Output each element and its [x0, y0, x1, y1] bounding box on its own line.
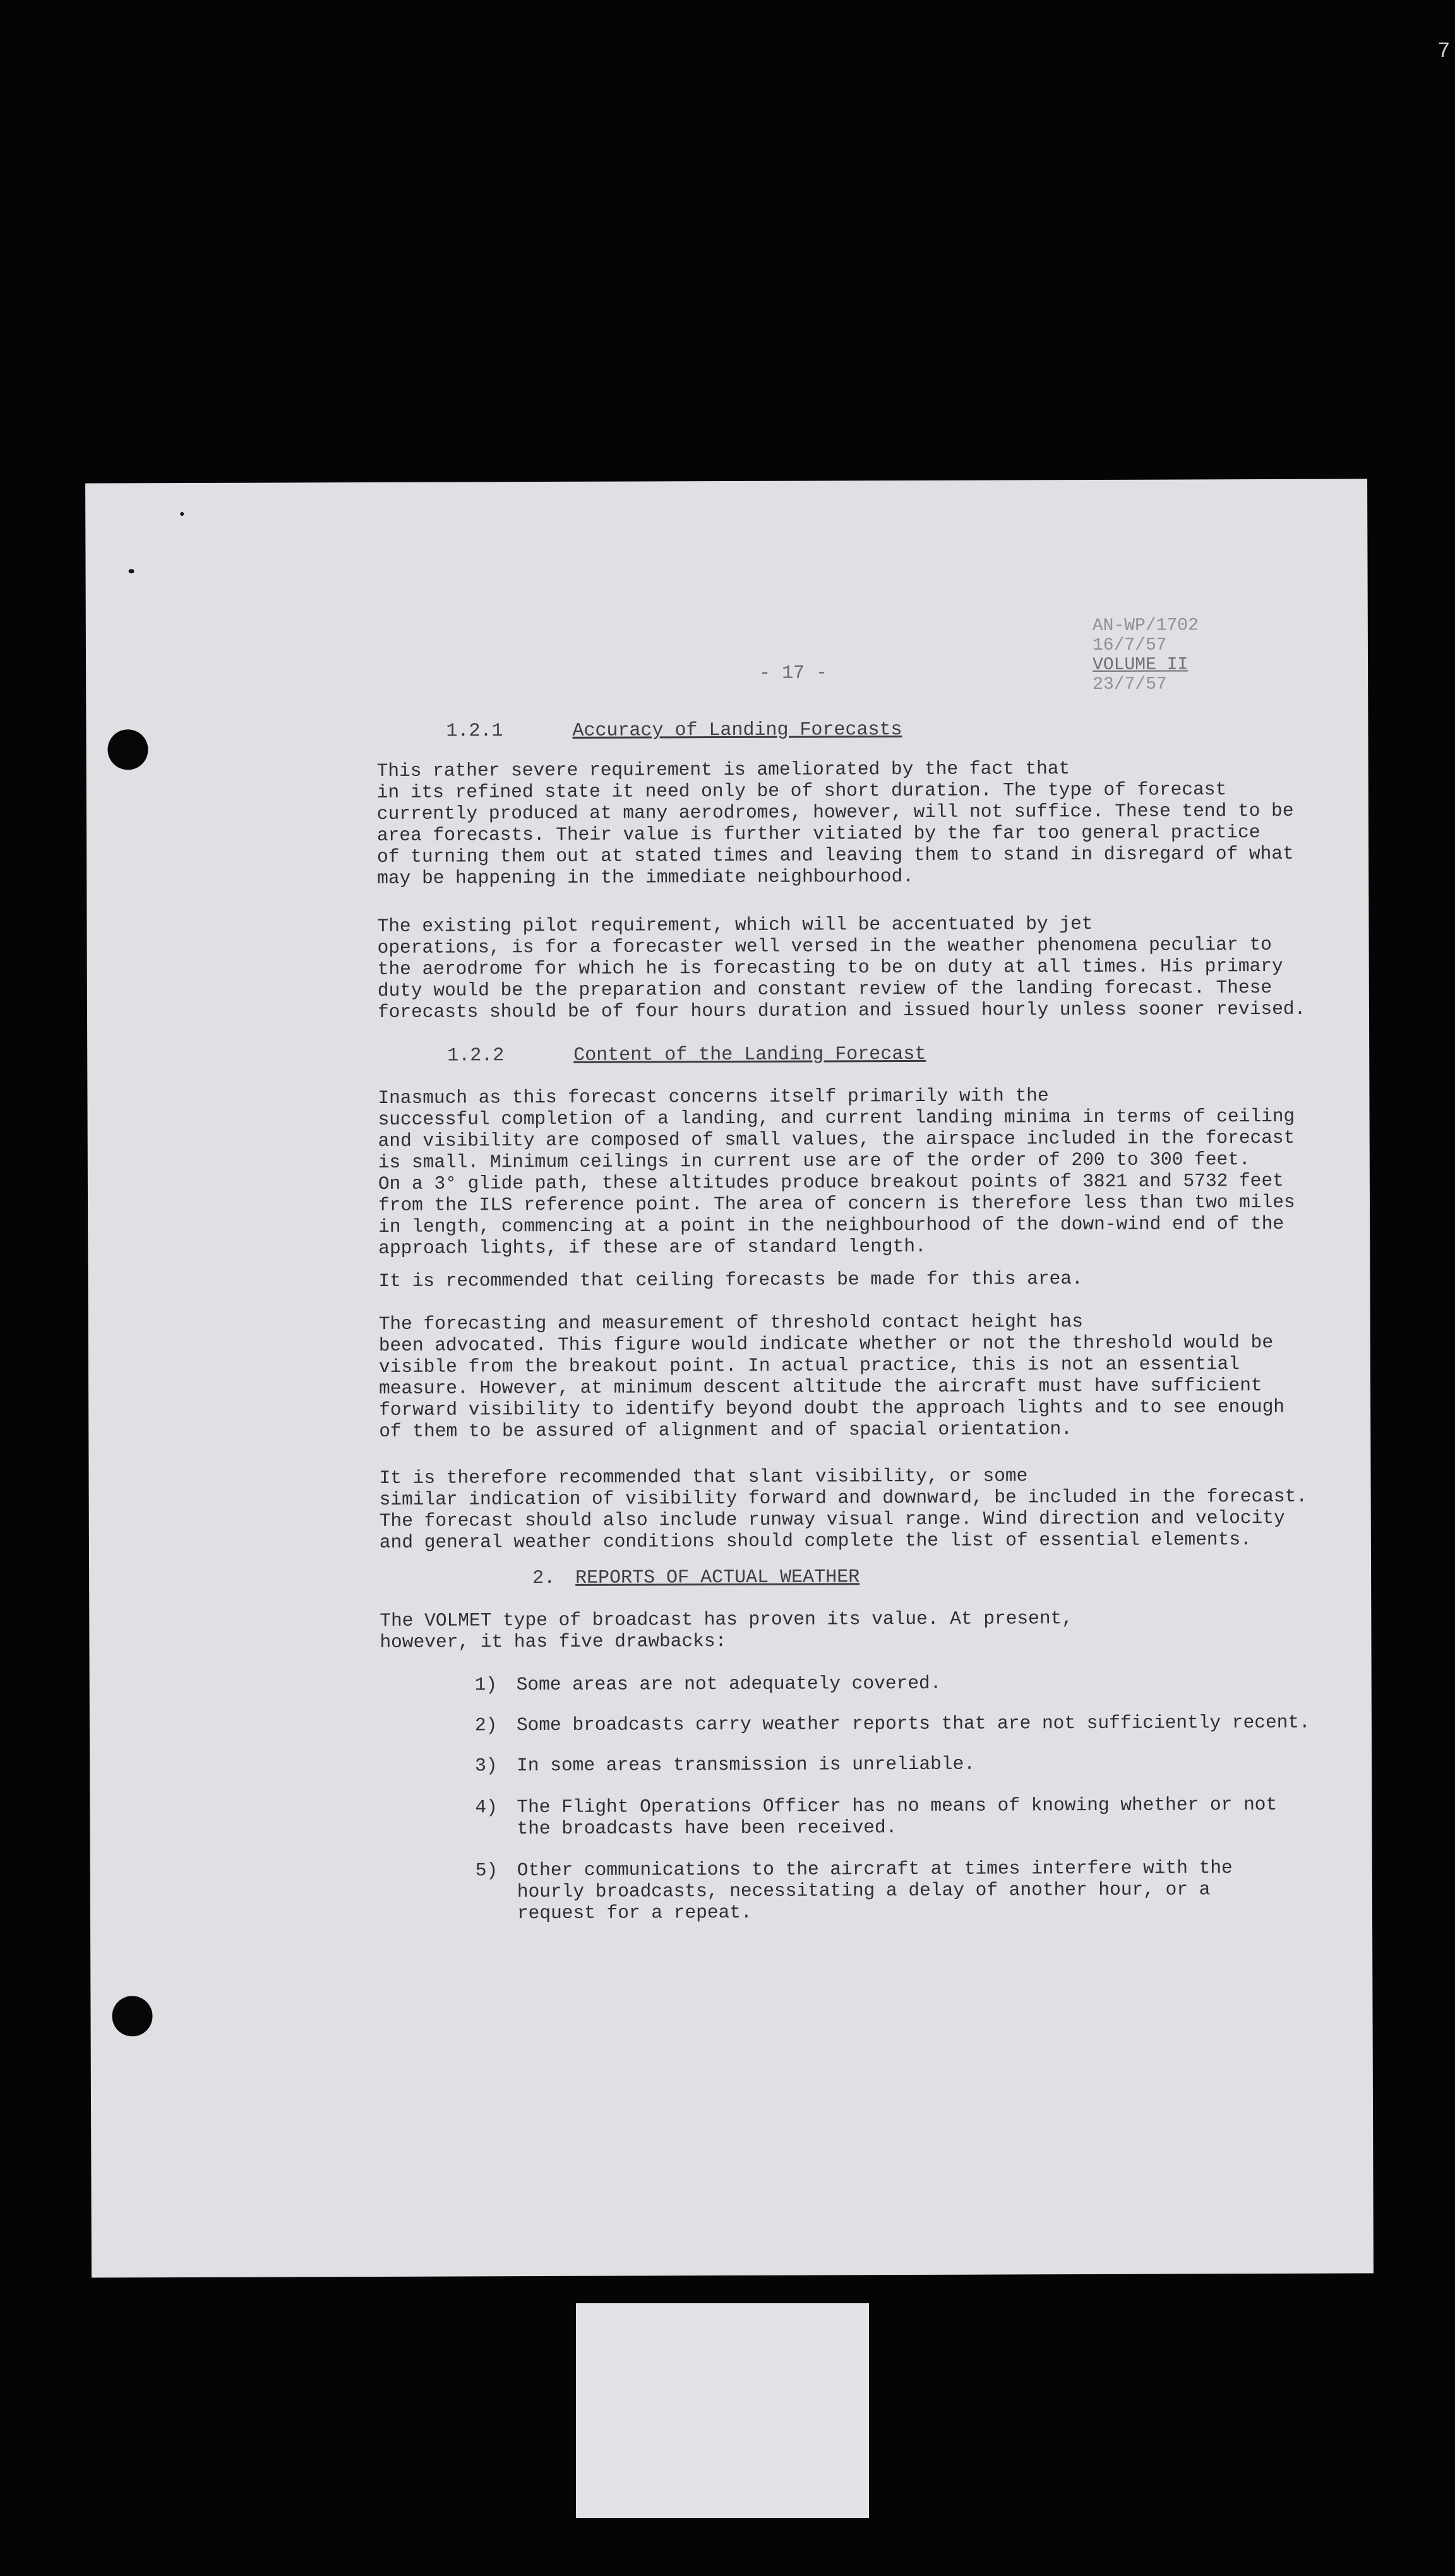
speck-mark	[180, 512, 184, 516]
section-title: Content of the Landing Forecast	[573, 1043, 926, 1066]
punch-hole-bottom	[112, 1996, 152, 2036]
list-number: 4)	[475, 1796, 498, 1818]
list-text: The Flight Operations Officer has no means of knowing whether or not the broadcasts have been received.	[517, 1793, 1278, 1840]
section-number: 1.2.1	[446, 720, 503, 742]
punch-hole-top	[107, 729, 148, 770]
list-number: 2)	[474, 1714, 498, 1736]
list-item	[475, 1857, 1360, 1924]
list-item	[474, 1671, 1359, 1696]
list-number: 5)	[475, 1859, 498, 1881]
paragraph: Inasmuch as this forecast concerns itself primarily with the successful completion of a landing, and current landing minima in terms of ceiling and visibility are composed of small values, the airspace included in the forecast is small. Minimum ceilings in current use are of the order of 200 to 300 feet. On a 3° glide path, these altitudes produce breakout points of 3821 and 5732 feet from the ILS reference point. The area of concern is therefore less than two miles in length, commencing at a point in the neighbourhood of the down-wind end of the approach lights, if these are of standard length.	[378, 1085, 1295, 1259]
document-reference	[1093, 616, 1238, 695]
speck-mark	[129, 569, 135, 573]
list-item	[475, 1793, 1359, 1840]
list-text: In some areas transmission is unreliable.	[517, 1753, 976, 1777]
list-item	[474, 1711, 1359, 1736]
blank-slip	[576, 2303, 869, 2518]
document-page	[85, 479, 1374, 2277]
list-text: Some areas are not adequately covered.	[516, 1672, 942, 1696]
section-title: Accuracy of Landing Forecasts	[572, 719, 902, 742]
list-text: Some broadcasts carry weather reports that are not sufficiently recent.	[516, 1711, 1310, 1736]
reference-date: 16/7/57	[1092, 635, 1167, 655]
paragraph: The forecasting and measurement of threshold contact height has been advocated. This figure would indicate whether or not the threshold would be visible from the breakout point. In actual practice, this is not an essential measure. However, at minimum descent altitude the aircraft must have sufficient forward visibility to identify beyond doubt the approach lights and to see enough of them to be assured of alignment and of spacial orientation.	[378, 1311, 1285, 1442]
list-item	[475, 1752, 1359, 1777]
section-number: 1.2.2	[447, 1045, 505, 1067]
section-number: 2.	[532, 1567, 556, 1590]
paragraph: The existing pilot requirement, which will be accentuated by jet operations, is for a forecaster well versed in the weather phenomena peculiar to the aerodrome for which he is forecasting to be on duty at all times. His primary duty would be the preparation and constant review of the landing forecast. These forecasts should be of four hours duration and issued hourly unless sooner revised.	[377, 912, 1306, 1023]
list-number: 3)	[475, 1755, 498, 1777]
section-title: REPORTS OF ACTUAL WEATHER	[575, 1566, 860, 1589]
list-number: 1)	[474, 1674, 498, 1696]
paragraph: It is recommended that ceiling forecasts be made for this area.	[378, 1268, 1083, 1292]
list-text: Other communications to the aircraft at times interfere with the hourly broadcasts, necessitating a delay of another hour, or a request for a repeat.	[517, 1857, 1233, 1924]
page-number: - 17 -	[759, 662, 828, 684]
frame-number: 7	[1437, 40, 1451, 64]
paragraph: The VOLMET type of broadcast has proven its value. At present, however, it has five drawbacks:	[380, 1607, 1073, 1653]
reference-date: 23/7/57	[1093, 674, 1167, 695]
reference-volume: VOLUME II	[1093, 655, 1189, 675]
reference-doc-id: AN-WP/1702	[1092, 616, 1199, 636]
paragraph: It is therefore recommended that slant visibility, or some similar indication of visibility forward and downward, be included in the forecast. The forecast should also include runway visual range. Wind direction and velocity and general weather conditions should complete the list of essential elements.	[379, 1465, 1308, 1553]
paragraph: This rather severe requirement is ameliorated by the fact that in its refined state it need only be of short duration. The type of forecast currently produced at many aerodromes, however, will not suffice. These tend to be area forecasts. Their value is further vitiated by the far too general practice of turning them out at stated times and leaving them to stand in disregard of what may be happening in the immediate neighbourhood.	[376, 758, 1294, 889]
